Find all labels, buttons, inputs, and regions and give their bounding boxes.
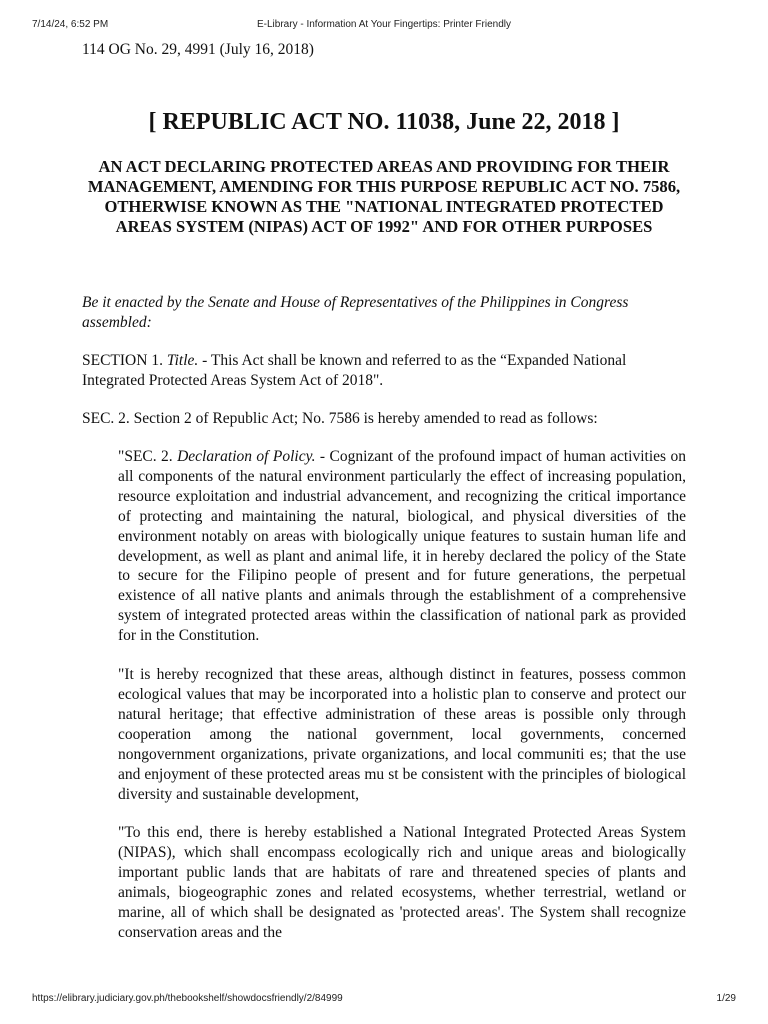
- section-2: SEC. 2. Section 2 of Republic Act; No. 7586 is hereby amended to read as follows:: [82, 410, 598, 427]
- print-page-number: 1/29: [716, 993, 736, 1004]
- nipas-establishment-paragraph: "To this end, there is hereby established a National Integrated Protected Areas System (NIPAS), which shall encompass ecologically rich and unique areas and biologically important public lands that are habitats of rare and threatened species of plants and animals, biogeographic zones and related ecosystems, whether terrestrial, wetland or marine, all of which shall be designated as 'protected areas'. The System shall recognize conservation areas and the: [118, 824, 686, 941]
- document-body: [82, 40, 686, 943]
- recognition-paragraph: "It is hereby recognized that these areas, although distinct in features, possess common ecological values that may be incorporated into a holistic plan to conserve and protect our natural heritage; that effective administration of these areas is possible only through cooperation among the national government, local governments, concerned nongovernment organizations, private organizations, and local communiti es; that the use and enjoyment of these protected areas mu st be consistent with the principles of biological diversity and sustainable development,: [118, 666, 686, 803]
- declaration-of-policy-text: - Cognizant of the profound impact of human activities on all components of the natural environment particularly the effect of increasing population, resource exploitation and industrial advancement, and recognizing the critical importance of protecting and maintaining the natural, biological, and physical diversities of the environment notably on areas with biologically unique features to sustain human life and development, as well as plant and animal life, it in hereby declared the policy of the State to secure for the Filipino people of present and for future generations, the perpetual existence of all native plants and animals through the establishment of a comprehensive system of integrated protected areas within the classification of national park as provided for in the Constitution.: [118, 448, 686, 645]
- quoted-sec-label: "SEC. 2.: [118, 448, 178, 465]
- print-header: [0, 19, 768, 33]
- section-1-label: SECTION 1.: [82, 352, 167, 369]
- print-page-title: E-Library - Information At Your Fingertips: Printer Friendly: [257, 19, 511, 30]
- quoted-section-2: [118, 447, 686, 943]
- section-1-text: - This Act shall be known and referred to as the “Expanded National Integrated Protected Areas System Act of 2018".: [82, 352, 627, 389]
- print-url: https://elibrary.judiciary.gov.ph/thebookshelf/showdocsfriendly/2/84999: [32, 993, 343, 1004]
- section-1: [82, 351, 686, 391]
- official-gazette-citation: 114 OG No. 29, 4991 (July 16, 2018): [82, 41, 314, 58]
- republic-act-title: [ REPUBLIC ACT NO. 11038, June 22, 2018 ]: [148, 109, 620, 135]
- declaration-of-policy-paragraph: [118, 447, 686, 646]
- declaration-of-policy-heading: Declaration of Policy.: [177, 448, 316, 465]
- act-long-title: AN ACT DECLARING PROTECTED AREAS AND PROVIDING FOR THEIR MANAGEMENT, AMENDING FOR THIS PURPOSE REPUBLIC ACT NO. 7586, OTHERWISE KNOWN AS THE "NATIONAL INTEGRATED PROTECTED AREAS SYSTEM (NIPAS) ACT OF 1992" AND FOR OTHER PURPOSES: [87, 157, 681, 236]
- print-datetime: 7/14/24, 6:52 PM: [32, 19, 109, 30]
- enacting-clause: Be it enacted by the Senate and House of Representatives of the Philippines in Congress assembled:: [82, 294, 629, 331]
- print-footer: [0, 993, 768, 1007]
- section-1-heading: Title.: [166, 352, 199, 369]
